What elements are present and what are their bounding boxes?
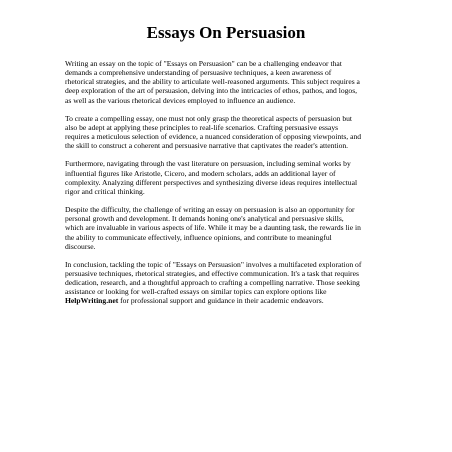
text-line: also be adept at applying these principles to real-life scenarios. Crafting persuasive essays: [65, 122, 339, 132]
text-line: the ability to communicate effectively, influence opinions, and contribute to meaningful: [65, 232, 332, 242]
paragraph-1: [65, 59, 393, 105]
text-line: which are invaluable in various aspects of life. While it may be a daunting task, the rewards lie in: [65, 223, 361, 233]
text-line: the skill to construct a coherent and persuasive narrative that captivates the reader's attention.: [65, 141, 349, 151]
document-body: [65, 59, 393, 315]
paragraph-3: [65, 159, 393, 196]
text-line: Writing an essay on the topic of "Essays on Persuasion" can be a challenging endeavor that: [65, 59, 342, 68]
text-line: as well as the various rhetorical devices employed to influence an audience.: [65, 95, 296, 105]
text-line: Furthermore, navigating through the vast literature on persuasion, including seminal works by: [65, 159, 351, 169]
text-line: In conclusion, tackling the topic of "Essays on Persuasion" involves a multifaceted exploration of: [65, 259, 362, 269]
paragraph-4: [65, 205, 393, 251]
text-line: Despite the difficulty, the challenge of writing an essay on persuasion is also an opportunity for: [65, 205, 355, 215]
text-line: complexity. Analyzing different perspectives and synthesizing diverse ideas requires intellectual: [65, 177, 358, 187]
text-line: assistance or looking for well-crafted essays on similar topics can explore options like: [65, 287, 327, 297]
text-line: rhetorical strategies, and the ability to articulate well-reasoned arguments. This subject requires a: [65, 77, 360, 87]
helpwriting-link[interactable]: HelpWriting.net: [65, 296, 119, 306]
text-line: discourse.: [65, 241, 96, 251]
text-line: deep exploration of the art of persuasion, delving into the intricacies of ethos, pathos, and logos,: [65, 86, 358, 96]
text-line: dedication, research, and a thoughtful approach to crafting a compelling narrative. Those seeking: [65, 278, 360, 288]
text-line: requires a meticulous selection of evidence, a nuanced consideration of opposing viewpoints, and: [65, 132, 362, 142]
text-line: rigor and critical thinking.: [65, 186, 145, 196]
text-line: To create a compelling essay, one must not only grasp the theoretical aspects of persuasion but: [65, 113, 353, 123]
paragraph-5: [65, 260, 393, 306]
link-line-text: for professional support and guidance in their academic endeavors.: [118, 296, 324, 306]
paragraph-2: [65, 114, 393, 151]
text-line: influential figures like Aristotle, Cicero, and modern scholars, adds an additional layer of: [65, 168, 336, 178]
text-line: persuasive techniques, rhetorical strategies, and effective communication. It's a task that requires: [65, 268, 359, 278]
text-line: personal growth and development. It demands honing one's analytical and persuasive skills,: [65, 214, 344, 224]
document-title: Essays On Persuasion: [146, 23, 306, 42]
link-line: [65, 296, 393, 305]
text-line: demands a comprehensive understanding of persuasive techniques, a keen awareness of: [65, 68, 332, 78]
